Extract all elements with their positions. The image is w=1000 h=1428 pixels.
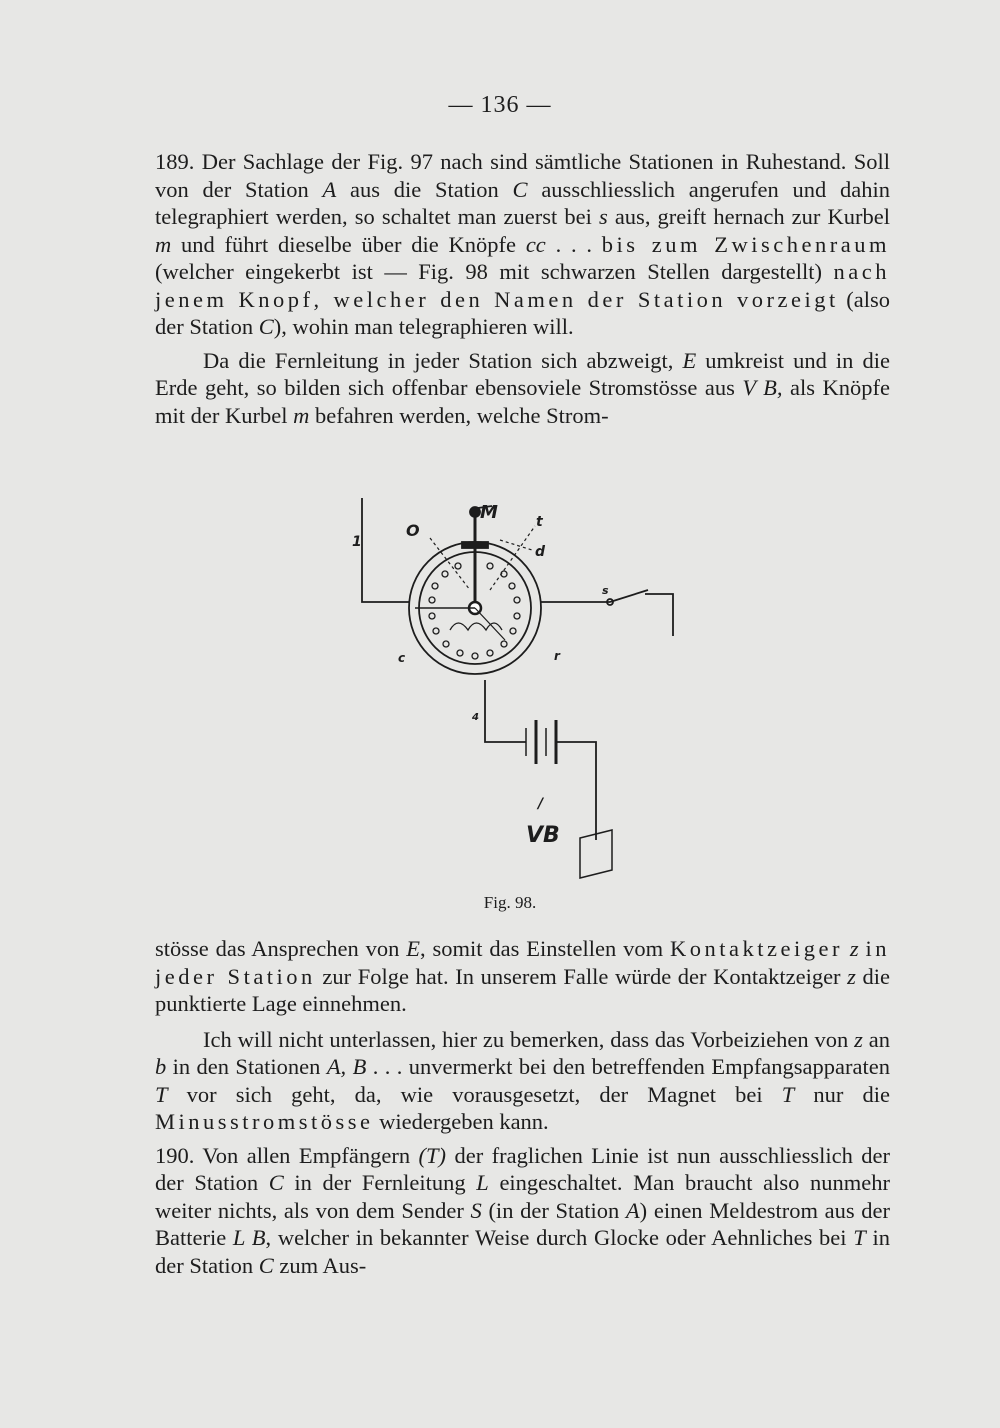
switch-s <box>610 590 648 602</box>
label-s: s <box>602 584 609 597</box>
label-VB: VB <box>526 823 560 848</box>
label-c: c <box>398 651 406 665</box>
paragraph-fernleitung: Da die Fernleitung in jeder Station sich abzweigt, E umkreist und in die Erde geht, so bilden sich offenbar ebensoviele Stromstösse aus V B, als Knöpfe mit der Kurbel m befahren werden, welche Strom- <box>155 347 890 428</box>
body-text-bottom <box>155 935 890 1279</box>
paragraph-stroemstoesse: stösse das Ansprechen von E, somit das Einstellen vom Kontaktzeiger z in jeder Station zur Folge hat. In unserem Falle würde der Kontaktzeiger z die punktierte Lage einnehmen. <box>155 936 891 1016</box>
label-r: r <box>554 649 560 663</box>
page-number: — 136 — <box>448 92 552 118</box>
label-O: O <box>406 521 420 540</box>
figure-98-diagram <box>340 490 700 890</box>
line-down <box>485 680 526 742</box>
label-4: 4 <box>472 712 479 723</box>
line-s-down <box>645 594 673 636</box>
figure-caption: Fig. 98. <box>483 893 537 912</box>
paragraph-189: 189. Der Sachlage der Fig. 97 nach sind sämtliche Stationen in Ruhestand. Soll von der Station A aus die Station C ausschliesslich angerufen und dahin telegraphiert werden, so schaltet man zuerst bei s aus, greift hernach zur Kurbel m und führt dieselbe über die Knöpfe cc . . . bis zum Zwischenraum (welcher eingekerbt ist — Fig. 98 mit schwarzen Stellen dargestellt) nach jenem Knopf, welcher den Namen der Station vorzeigt (also der Station C), wohin man telegraphieren will. <box>155 149 891 339</box>
label-t: t <box>536 514 543 530</box>
label-M: M <box>480 502 498 523</box>
paragraph-vorbeiziehen: Ich will nicht unterlassen, hier zu bemerken, dass das Vorbeiziehen von z an b in den Stationen A, B . . . unvermerkt bei den betreffenden Empfangsapparaten T vor sich geht, da, wie vorausgesetzt, der Magnet bei T nur die Minusstromstösse wiedergeben kann. <box>155 1026 890 1134</box>
paragraph-190: 190. Von allen Empfängern (T) der fraglichen Linie ist nun ausschliesslich der der Station C in der Fernleitung L eingeschaltet. Man braucht also nunmehr weiter nichts, als von dem Sender S (in der Station A) einen Meldestrom aus der Batterie L B, welcher in bekannter Weise durch Glocke oder Aehnliches bei T in der Station C zum Aus- <box>155 1142 891 1278</box>
label-d: d <box>535 544 546 560</box>
line-battery-ground <box>556 742 596 840</box>
body-text-top <box>155 148 890 429</box>
line-1 <box>362 498 410 602</box>
label-1: 1 <box>352 534 362 550</box>
label-slash: / <box>538 796 544 812</box>
